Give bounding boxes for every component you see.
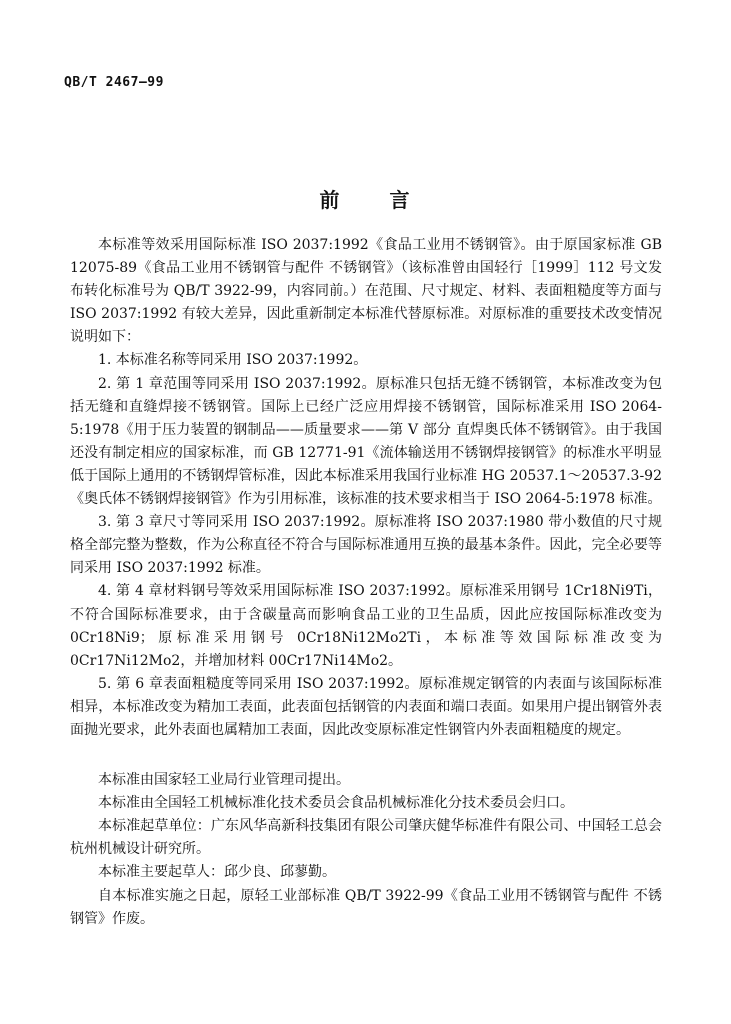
closing-drafters: 本标准主要起草人：邱少良、邱蓼勤。 — [98, 864, 336, 881]
closing-supersession: 自本标准实施之日起，原轻工业部标准 QB/T 3922-99《食品工业用不锈钢管与配件 不锈钢管》作废。 — [70, 887, 662, 927]
paragraph-item-3: 3. 第 3 章尺寸等同采用 ISO 2037:1992。原标准将 ISO 2037:1980 带小数值的尺寸规格全部完整为整数，作为公称直径不符合与国际标准通用互换的最基本条件。因此，完全必要等同采用 ISO 2037:1992 标准。 — [70, 514, 662, 577]
paragraph-item-1: 1. 本标准名称等同采用 ISO 2037:1992。 — [98, 352, 368, 369]
paragraph-item-4: 4. 第 4 章材料钢号等效采用国际标准 ISO 2037:1992。原标准采用钢号 1Cr18Ni9Ti，不符合国际标准要求，由于含碳量高而影响食品工业的卫生品质，因此应按国际标准改变为 0Cr18Ni9；原标准采用钢号 0Cr18Ni12Mo2Ti，本标准等效国际标准改变为 0Cr17Ni12Mo2，并增加材料 00Cr17Ni14Mo2。 — [70, 583, 662, 669]
title-char-1: 前 — [319, 188, 342, 212]
standard-code: QB/T 2467—99 — [64, 75, 164, 90]
closing-drafting-units: 本标准起草单位：广东风华高新科技集团有限公司肇庆健华标准件有限公司、中国轻工总会杭州机械设计研究所。 — [70, 818, 662, 858]
closing-proposer: 本标准由国家轻工业局行业管理司提出。 — [98, 772, 350, 789]
title-char-2: 言 — [389, 188, 412, 212]
paragraph-item-5: 5. 第 6 章表面粗糙度等同采用 ISO 2037:1992。原标准规定钢管的内表面与该国际标准相异，本标准改变为精加工表面，此表面包括钢管的内表面和端口表面。如果用户提出钢管外表面抛光要求，此外表面也属精加工表面，因此改变原标准定性钢管内外表面粗糙度的规定。 — [70, 675, 662, 738]
paragraph-intro: 本标准等效采用国际标准 ISO 2037:1992《食品工业用不锈钢管》。由于原国家标准 GB 12075-89《食品工业用不锈钢管与配件 不锈钢管》（该标准曾由国轻行［1999］112 号文发布转化标准号为 QB/T 3922-99，内容同前。）在范围、尺寸规定、材料、表面粗糙度等方面与 ISO 2037:1992 有较大差异，因此重新制定本标准代替原标准。对原标准的重要技术改变情况说明如下： — [70, 237, 662, 346]
page-title — [0, 184, 731, 213]
closing-custodian: 本标准由全国轻工机械标准化技术委员会食品机械标准化分技术委员会归口。 — [98, 795, 574, 812]
section-gap — [70, 742, 662, 769]
paragraph-item-2: 2. 第 1 章范围等同采用 ISO 2037:1992。原标准只包括无缝不锈钢管，本标准改变为包括无缝和直缝焊接不锈钢管。国际上已经广泛应用焊接不锈钢管，国际标准采用 ISO 2064-5:1978《用于压力装置的钢制品——质量要求——第 V 部分 直焊奥氏体不锈钢管》。由于我国还没有制定相应的国家标准，而 GB 12771-91《流体输送用不锈钢焊接钢管》的标准水平明显低于国际上通用的不锈钢焊管标准，因此本标准采用我国行业标准 HG 20537.1～20537.3-92《奥氏体不锈钢焊接钢管》作为引用标准，该标准的技术要求相当于 ISO 2064-5:1978 标准。 — [70, 375, 662, 508]
foreword-body — [70, 234, 662, 931]
